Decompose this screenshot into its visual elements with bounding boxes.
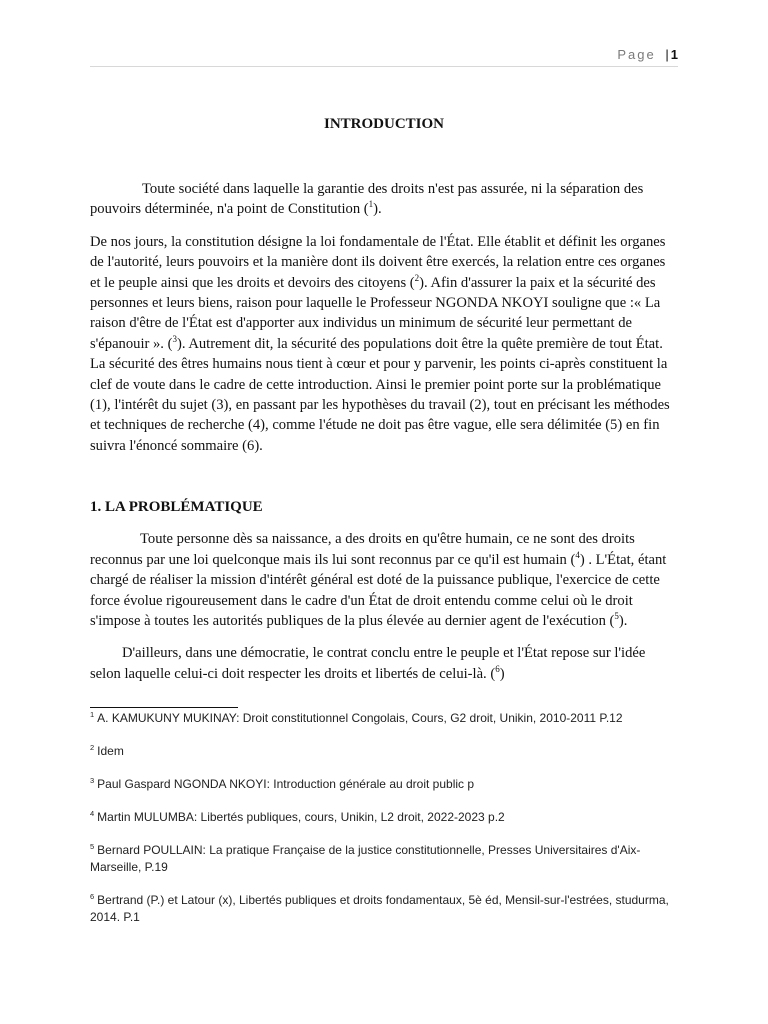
footnote-number: 1 [90,710,95,719]
footnote-text: A. KAMUKUNY MUKINAY: Droit constitutionnel Congolais, Cours, G2 droit, Unikin, 2010-2011 P.12 [97,711,623,725]
footnote-item [90,743,678,760]
footnote-item [90,892,678,926]
section-heading: 1. LA PROBLÉMATIQUE [90,499,263,516]
footnote-ref[interactable]: 1 [368,199,374,210]
footnotes [90,710,678,926]
paragraph-text: ). Autrement dit, la sécurité des populations doit être la quête première de tout État. La sécurité des êtres humains nous tient à cœur et pour y parvenir, les points ci-après constituent la clef de voute dans le cadre de cette introduction. Ainsi le premier point porte sur la problématique (1), l'intérêt du sujet (3), en passant par les hypothèses du travail (2), tout en précisant les méthodes et techniques de recherche (4), comme l'étude ne doit pas être vague, elle sera délimitée (5) en fin suivra l'énoncé sommaire (6). [90,335,670,454]
page-number: 1 [670,47,678,62]
footnote-separator [90,707,238,708]
footnote-item [90,710,678,727]
paragraph-text: Toute personne dès sa naissance, a des droits en qu'être humain, ce ne sont des droits reconnus par une loi quelconque mais ils lui sont reconnus par ce qu'il est humain ( [90,531,635,568]
footnote-text: Bertrand (P.) et Latour (x), Libertés publiques et droits fondamentaux, 5è éd, Mensil-sur-l'estrées, studurma, 2014. P.1 [90,893,669,924]
footnote-number: 3 [90,776,95,785]
footnote-number: 6 [90,892,95,901]
paragraph-text: ) . L'État, étant chargé de réaliser la mission d'intérêt général est doté de la puissance publique, l'exercice de cette force évolue rigoureusement dans le cadre d'un État de droit entendu comme celui où le droit s'impose à toutes les autorités publiques de la plus élevée au dernier agent de l'exécution ( [90,551,667,629]
page-label: Page [617,47,656,62]
page-header [617,47,678,62]
footnote-item [90,809,678,826]
paragraph-text: ) [499,665,505,682]
body-paragraph [90,643,678,684]
footnote-ref[interactable]: 6 [495,663,500,674]
paragraph-text: ). Afin d'assurer la paix et la sécurité des personnes et leurs biens, raison pour laquelle le Professeur NGONDA NKOYI souligne que :« La raison d'être de l'État est d'apporter aux individus un minimum de sécurité leur permettant de s'épanouir ». ( [90,274,661,352]
footnote-item [90,842,678,876]
intro-tail: ). [373,201,382,218]
intro-text: Toute société dans laquelle la garantie des droits n'est pas assurée, ni la séparation des pouvoirs déterminée, n'a point de Constitution ( [90,181,644,218]
footnote-text: Bernard POULLAIN: La pratique Française de la justice constitutionnelle, Presses Universitaires d'Aix-Marseille, P.19 [90,843,641,874]
document-title: INTRODUCTION [323,116,444,132]
body-paragraph [90,529,678,631]
body-paragraph [90,232,678,456]
footnote-ref[interactable]: 2 [414,272,420,283]
paragraph-text: De nos jours, la constitution désigne la loi fondamentale de l'État. Elle établit et définit les organes de l'autorité, leurs pouvoirs et la manière dont ils doivent être exercés, la relation entre ces organes et le peuple ainsi que les droits et devoirs des citoyens ( [90,233,666,291]
footnote-item [90,776,678,793]
page-separator: | [665,47,669,62]
footnote-text: Paul Gaspard NGONDA NKOYI: Introduction générale au droit public p [97,777,475,791]
footnote-text: Martin MULUMBA: Libertés publiques, cours, Unikin, L2 droit, 2022-2023 p.2 [97,810,505,824]
paragraph-text: ). [618,612,628,629]
header-rule [90,66,678,67]
footnote-number: 2 [90,743,95,752]
footnote-ref[interactable]: 4 [575,549,580,560]
paragraph-text: D'ailleurs, dans une démocratie, le contrat conclu entre le peuple et l'État repose sur l'idée selon laquelle celui-ci doit respecter les droits et libertés de celui-là. ( [90,645,646,682]
intro-paragraph [90,179,678,220]
footnote-text: Idem [97,744,124,758]
footnote-number: 4 [90,809,95,818]
footnote-ref[interactable]: 5 [614,611,619,622]
footnote-number: 5 [90,842,95,851]
document-body [90,114,678,684]
footnote-ref[interactable]: 3 [172,333,177,344]
